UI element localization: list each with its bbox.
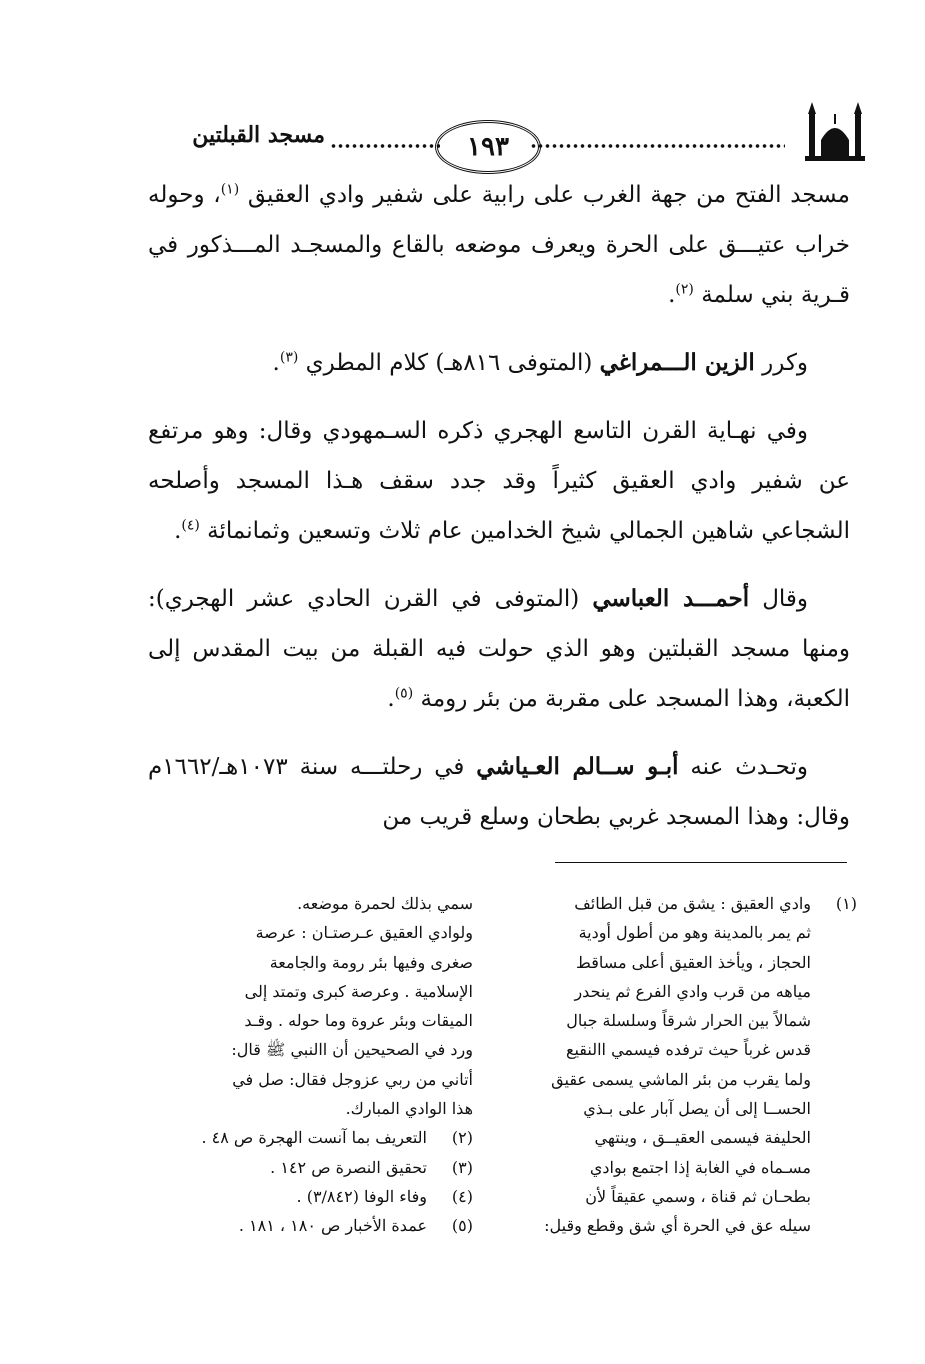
footnote-5 xyxy=(168,1211,473,1240)
footnote-line: بطحـان ثم قناة ، وسمي عقيقاً لأن xyxy=(585,1186,811,1206)
footnote-line: ثم يمر بالمدينة وهو من أطول أودية xyxy=(578,923,811,943)
footnote-line: الحليفة فيسمى العقيــق ، وينتهي xyxy=(594,1128,811,1148)
footnote-2 xyxy=(168,1123,473,1152)
footnote-line: ورد في الصحيحين أن االنبي ﷺ قال: xyxy=(231,1040,473,1060)
p4-after: (المتوفى في القرن الحادي عشر الهجري): ومنها مسجد القبلتين وهو الذي حولت فيه القبلة من بيت المقدس إلى الكعبة، وهذا المسجد على مقربة من بئر رومة xyxy=(148,586,850,712)
footnote-line: ولما يقرب من بئر الماشي يسمى عقيق xyxy=(551,1069,811,1089)
page-header xyxy=(130,100,865,170)
footnote-line: سمي بذلك لحمرة موضعه. xyxy=(297,894,473,913)
paragraph-5 xyxy=(148,742,850,842)
p4-name: أحمـــد العباسي xyxy=(592,585,750,612)
page-number: ١٩٣ xyxy=(435,120,541,174)
p5-name: أبـو ســالم العـياشي xyxy=(476,753,679,780)
footnote-2-text: التعريف بما آنست الهجرة ص ٤٨ . xyxy=(201,1128,427,1148)
footnote-line: شمالاً بين الحرار شرقاً وسلسلة جبال xyxy=(566,1011,811,1031)
footnote-ref-3: (٣) xyxy=(279,349,299,366)
footnote-3-text: تحقيق النصرة ص ١٤٢ . xyxy=(270,1157,427,1177)
footnote-line: سيله عق في الحرة أي شق وقطع وقيل: xyxy=(544,1216,811,1236)
footnote-ref-5: (٥) xyxy=(394,685,414,702)
footnote-line: الميقات وبئر عروة وما حوله . وقـد xyxy=(244,1011,473,1031)
header-rule-right xyxy=(530,142,785,150)
p3-punct: . xyxy=(174,518,182,544)
main-text xyxy=(148,170,850,860)
running-title: مسجد القبلتين xyxy=(192,122,325,148)
footnote-4-number: (٤) xyxy=(451,1186,473,1206)
footnote-line: مسـماه في الغابة إذا اجتمع بوادي xyxy=(589,1157,811,1177)
footnote-1-number: (١) xyxy=(835,894,857,913)
footnote-line: الإسلامية . وعرصة كبرى وتمتد إلى xyxy=(244,981,473,1001)
footnote-line: هذا الوادي المبارك. xyxy=(345,1099,473,1119)
footnote-ref-4: (٤) xyxy=(181,517,200,534)
p1-line1-punct: ، xyxy=(213,182,221,208)
footnote-3-number: (٣) xyxy=(451,1157,473,1177)
p5-before: وتحـدث عنه xyxy=(690,754,809,780)
footnote-line: الحجاز ، ويأخذ العقيق أعلى مساقط xyxy=(576,952,811,972)
p5-after: في رحلتـــه سنة ١٠٧٣هـ/١٦٦٢م وقال: وهذا المسجد غربي بطحان وسلع قريب من xyxy=(148,754,850,830)
p2-before: وكرر xyxy=(762,350,808,376)
footnote-2-number: (٢) xyxy=(451,1128,473,1148)
footnote-ref-1: (١) xyxy=(220,181,240,198)
footnote-5-number: (٥) xyxy=(451,1216,473,1236)
footnote-line: صغرى وفيها بئر رومة والجامعة xyxy=(269,952,473,972)
footnote-5-text: عمدة الأخبار ص ١٨٠ ، ١٨١ . xyxy=(238,1216,427,1236)
footnotes-left-column xyxy=(168,889,473,1241)
p4-before: وقال xyxy=(762,586,809,612)
footnote-4 xyxy=(168,1182,473,1211)
footnote-3 xyxy=(168,1153,473,1182)
footnote-1 xyxy=(522,889,857,1241)
footnote-line: أتاني من ربي عزوجل فقال: صل في xyxy=(232,1069,473,1089)
footnote-1-text xyxy=(522,889,811,1241)
p1-line1: مسجد الفتح من جهة الغرب على رابية على شفير وادي العقيق xyxy=(247,182,850,208)
p1-line3-punct: . xyxy=(668,282,676,308)
footnote-line: ولوادي العقيق عـرصتـان : عرصة xyxy=(255,923,473,943)
footnote-line: مياهه من قرب وادي الفرع ثم ينحدر xyxy=(574,981,811,1001)
paragraph-1 xyxy=(148,170,850,320)
p1-line3: المـــذكور في قـرية بني سلمة xyxy=(148,232,850,308)
p4-punct: . xyxy=(387,686,395,712)
p3-text: وفي نهـاية القرن التاسع الهجري ذكره السـمهودي وقال: وهو مرتفع عن شفير وادي العقيق كثيراً وقد جدد سقف هـذا المسجد وأصلحه الشجاعي شاهين الجمالي شيخ الخدامين عام ثلاث وتسعين وثمانمائة xyxy=(148,418,850,544)
mosque-icon xyxy=(805,100,865,162)
p2-punct: . xyxy=(272,350,280,376)
footnote-line: وادي العقيق : يشق من قبل الطائف xyxy=(574,894,811,913)
footnote-4-text: وفاء الوفا (٣/٨٤٢) . xyxy=(296,1186,427,1206)
footnotes-right-column xyxy=(522,889,857,1241)
footnote-line: قدس غرباً حيث ترفده فيسمي االنقيع xyxy=(565,1040,811,1060)
footnote-ref-2: (٢) xyxy=(675,281,694,298)
paragraph-2 xyxy=(148,338,850,388)
p2-after: (المتوفى ٨١٦هـ) كلام المطري xyxy=(305,350,593,376)
footnote-line: الحســا إلى أن يصل آبار على بـذي xyxy=(583,1099,811,1119)
p1-line2: وحوله خراب عتيـــق على الحرة ويعرف موضعه بالقاع والمسجـد xyxy=(148,182,850,258)
header-rule-left xyxy=(330,142,440,150)
p2-name: الزين الـــمراغي xyxy=(599,349,755,376)
paragraph-4 xyxy=(148,574,850,724)
footnote-separator xyxy=(555,862,847,863)
paragraph-3 xyxy=(148,406,850,556)
